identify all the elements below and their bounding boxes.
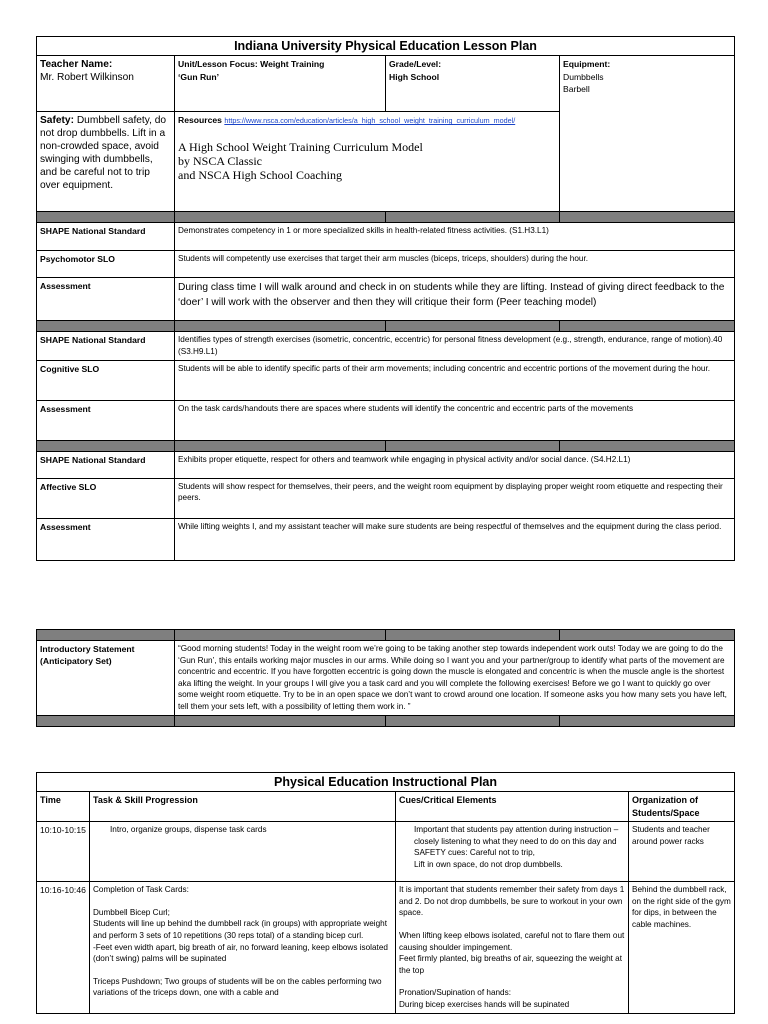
organization-cell: Students and teacher around power racks xyxy=(629,822,735,882)
cue-line: Lift in own space, do not drop dumbbells. xyxy=(414,860,563,869)
divider-row xyxy=(37,440,735,451)
unit-value: ‘Gun Run’ xyxy=(178,71,220,82)
time-cell: 10:16-10:46 xyxy=(37,882,90,1013)
cue-line: It is important that students remember their safety from days 1 and 2. Do not drop dumbbells, be sure to workout in your own space. xyxy=(399,885,625,918)
divider-row xyxy=(37,212,735,223)
task-line: Triceps Pushdown; Two groups of students will be on the cables performing two variations of the triceps down, one with a cable and xyxy=(93,976,382,998)
safety-text: Dumbbell safety, do not drop dumbbells. Lift in a non-crowded space, avoid swinging with dumbbells, and be careful not to trip over equipment. xyxy=(40,115,167,192)
resources-line: A High School Weight Training Curriculum Model xyxy=(178,139,423,154)
grade-cell xyxy=(386,56,560,112)
assessment-text: While lifting weights I, and my assistant teacher will make sure students are being respectful of themselves and the equipment during the class period. xyxy=(175,518,735,560)
spacer xyxy=(399,919,625,930)
instructional-plan-table xyxy=(36,772,735,1014)
divider-row xyxy=(37,715,735,726)
grade-label: Grade/Level: xyxy=(389,59,442,70)
resources-cell xyxy=(175,112,560,212)
lesson-plan-title: Indiana University Physical Education Lesson Plan xyxy=(37,37,735,56)
lesson-plan-table xyxy=(36,36,735,561)
spacer xyxy=(93,896,392,907)
intro-text: “Good morning students! Today in the weight room we’re going to be taking another step towards independent work outs! Today we are going to do the ‘Gun Run’, this entails working major muscles in our arms. While doing so I want you and your partner/group to identify what parts of the movement are concentric and eccentric. If you have forgotten eccentric is going down the muscle is elongated and concentric is when the muscle angle is the shortest aka lifting the weight. In your groups I will give you a task card and you will complete the following exercises! Before we go I want to quickly go over some weight room etiquette. Try to be in an open space we don’t want to crowd around one location. If someone asks you how many sets you have left, tell them your sets left, with a possibility of letting them work in. ” xyxy=(175,641,735,716)
psychomotor-slo-label: Psychomotor SLO xyxy=(37,251,175,278)
task-line: Students will line up behind the dumbbell rack (in groups) with appropriate weight and perform 3 sets of 10 repetitions (30 reps total) of a standing bicep curl. xyxy=(93,919,388,940)
equipment-item: Barbell xyxy=(563,84,590,95)
time-cell: 10:10-10:15 xyxy=(37,822,90,882)
task-cell xyxy=(90,882,396,1013)
spacer xyxy=(399,976,625,987)
assessment-text: During class time I will walk around and check in on students while they are lifting. Instead of giving direct feedback to the ‘doer’ I will work with the observer and then they will critique their form (Peer teaching model) xyxy=(175,278,735,321)
cue-line: During bicep exercises hands will be supinated xyxy=(399,999,570,1009)
divider-row xyxy=(37,321,735,332)
resources-link[interactable]: https://www.nsca.com/education/articles/a_high_school_weight_training_curriculum_model/ xyxy=(224,116,516,126)
grade-value: High School xyxy=(389,71,440,82)
affective-slo-label: Affective SLO xyxy=(37,478,175,518)
cognitive-slo-text: Students will be able to identify specific parts of their arm movements; including concentric and eccentric portions of the movement during the hour. xyxy=(175,360,735,400)
standard-label: SHAPE National Standard xyxy=(37,332,175,360)
standard-label: SHAPE National Standard xyxy=(37,451,175,478)
task-line: Intro, organize groups, dispense task cards xyxy=(110,825,267,835)
standard-text: Identifies types of strength exercises (isometric, concentric, eccentric) for personal fitness development (e.g., strength, endurance, range of motion).40 (S3.H9.L1) xyxy=(175,332,735,360)
cognitive-slo-label: Cognitive SLO xyxy=(37,360,175,400)
spacer xyxy=(93,965,392,976)
cues-cell xyxy=(396,882,629,1013)
safety-cell xyxy=(37,112,175,212)
unit-label: Unit/Lesson Focus: Weight Training xyxy=(178,59,325,70)
organization-cell: Behind the dumbbell rack, on the right side of the gym for dips, in between the cable machines. xyxy=(629,882,735,1013)
task-line: Completion of Task Cards: xyxy=(93,885,189,895)
intro-table xyxy=(36,629,735,727)
safety-label: Safety: xyxy=(40,115,74,127)
teacher-cell xyxy=(37,56,175,112)
teacher-label: Teacher Name: xyxy=(40,59,113,71)
assessment-text: On the task cards/handouts there are spaces where students will identify the concentric and eccentric parts of the movements xyxy=(175,400,735,440)
psychomotor-slo-text: Students will competently use exercises that target their arm muscles (biceps, triceps, shoulders) during the hour. xyxy=(175,251,735,278)
affective-slo-text: Students will show respect for themselves, their peers, and the weight room equipment by displaying proper weight room etiquette and respecting their peers. xyxy=(175,478,735,518)
standard-text: Demonstrates competency in 1 or more specialized skills in health-related fitness activities. (S1.H3.L1) xyxy=(175,223,735,251)
header-cues: Cues/Critical Elements xyxy=(396,792,629,822)
resources-citation xyxy=(178,140,556,182)
assessment-label: Assessment xyxy=(37,400,175,440)
teacher-name: Mr. Robert Wilkinson xyxy=(40,72,134,84)
header-organization: Organization of Students/Space xyxy=(629,792,735,822)
task-line: Dumbbell Bicep Curl; xyxy=(93,907,170,917)
assessment-label: Assessment xyxy=(37,518,175,560)
resources-label: Resources xyxy=(178,115,222,126)
equipment-label: Equipment: xyxy=(563,59,611,70)
standard-text: Exhibits proper etiquette, respect for others and teamwork while engaging in physical activity and/or social dance. (S4.H2.L1) xyxy=(175,451,735,478)
unit-cell xyxy=(175,56,386,112)
cue-line: Feet firmly planted, big breaths of air, squeezing the weight at the top xyxy=(399,954,623,975)
assessment-label: Assessment xyxy=(37,278,175,321)
header-time: Time xyxy=(37,792,90,822)
cues-cell xyxy=(396,822,629,882)
cue-line: When lifting keep elbows isolated, careful not to flare them out causing shoulder impingement. xyxy=(399,931,625,952)
task-line: -Feet even width apart, big breath of air, no forward leaning, keep elbows isolated (don’t swing) palms will be supinated xyxy=(93,942,388,964)
cue-line: Pronation/Supination of hands: xyxy=(399,988,511,998)
equipment-cell xyxy=(560,56,735,212)
divider-row xyxy=(37,630,735,641)
instructional-plan-title: Physical Education Instructional Plan xyxy=(37,773,735,792)
task-cell xyxy=(90,822,396,882)
equipment-item: Dumbbells xyxy=(563,71,604,82)
standard-label: SHAPE National Standard xyxy=(37,223,175,251)
resources-line: and NSCA High School Coaching xyxy=(178,167,342,182)
header-task: Task & Skill Progression xyxy=(90,792,396,822)
intro-label: Introductory Statement (Anticipatory Set) xyxy=(37,641,175,716)
resources-line: by NSCA Classic xyxy=(178,153,263,168)
cue-line: Important that students pay attention during instruction – closely listening to what they need to do on this day and SAFETY cues: Careful not to trip, xyxy=(414,825,619,858)
